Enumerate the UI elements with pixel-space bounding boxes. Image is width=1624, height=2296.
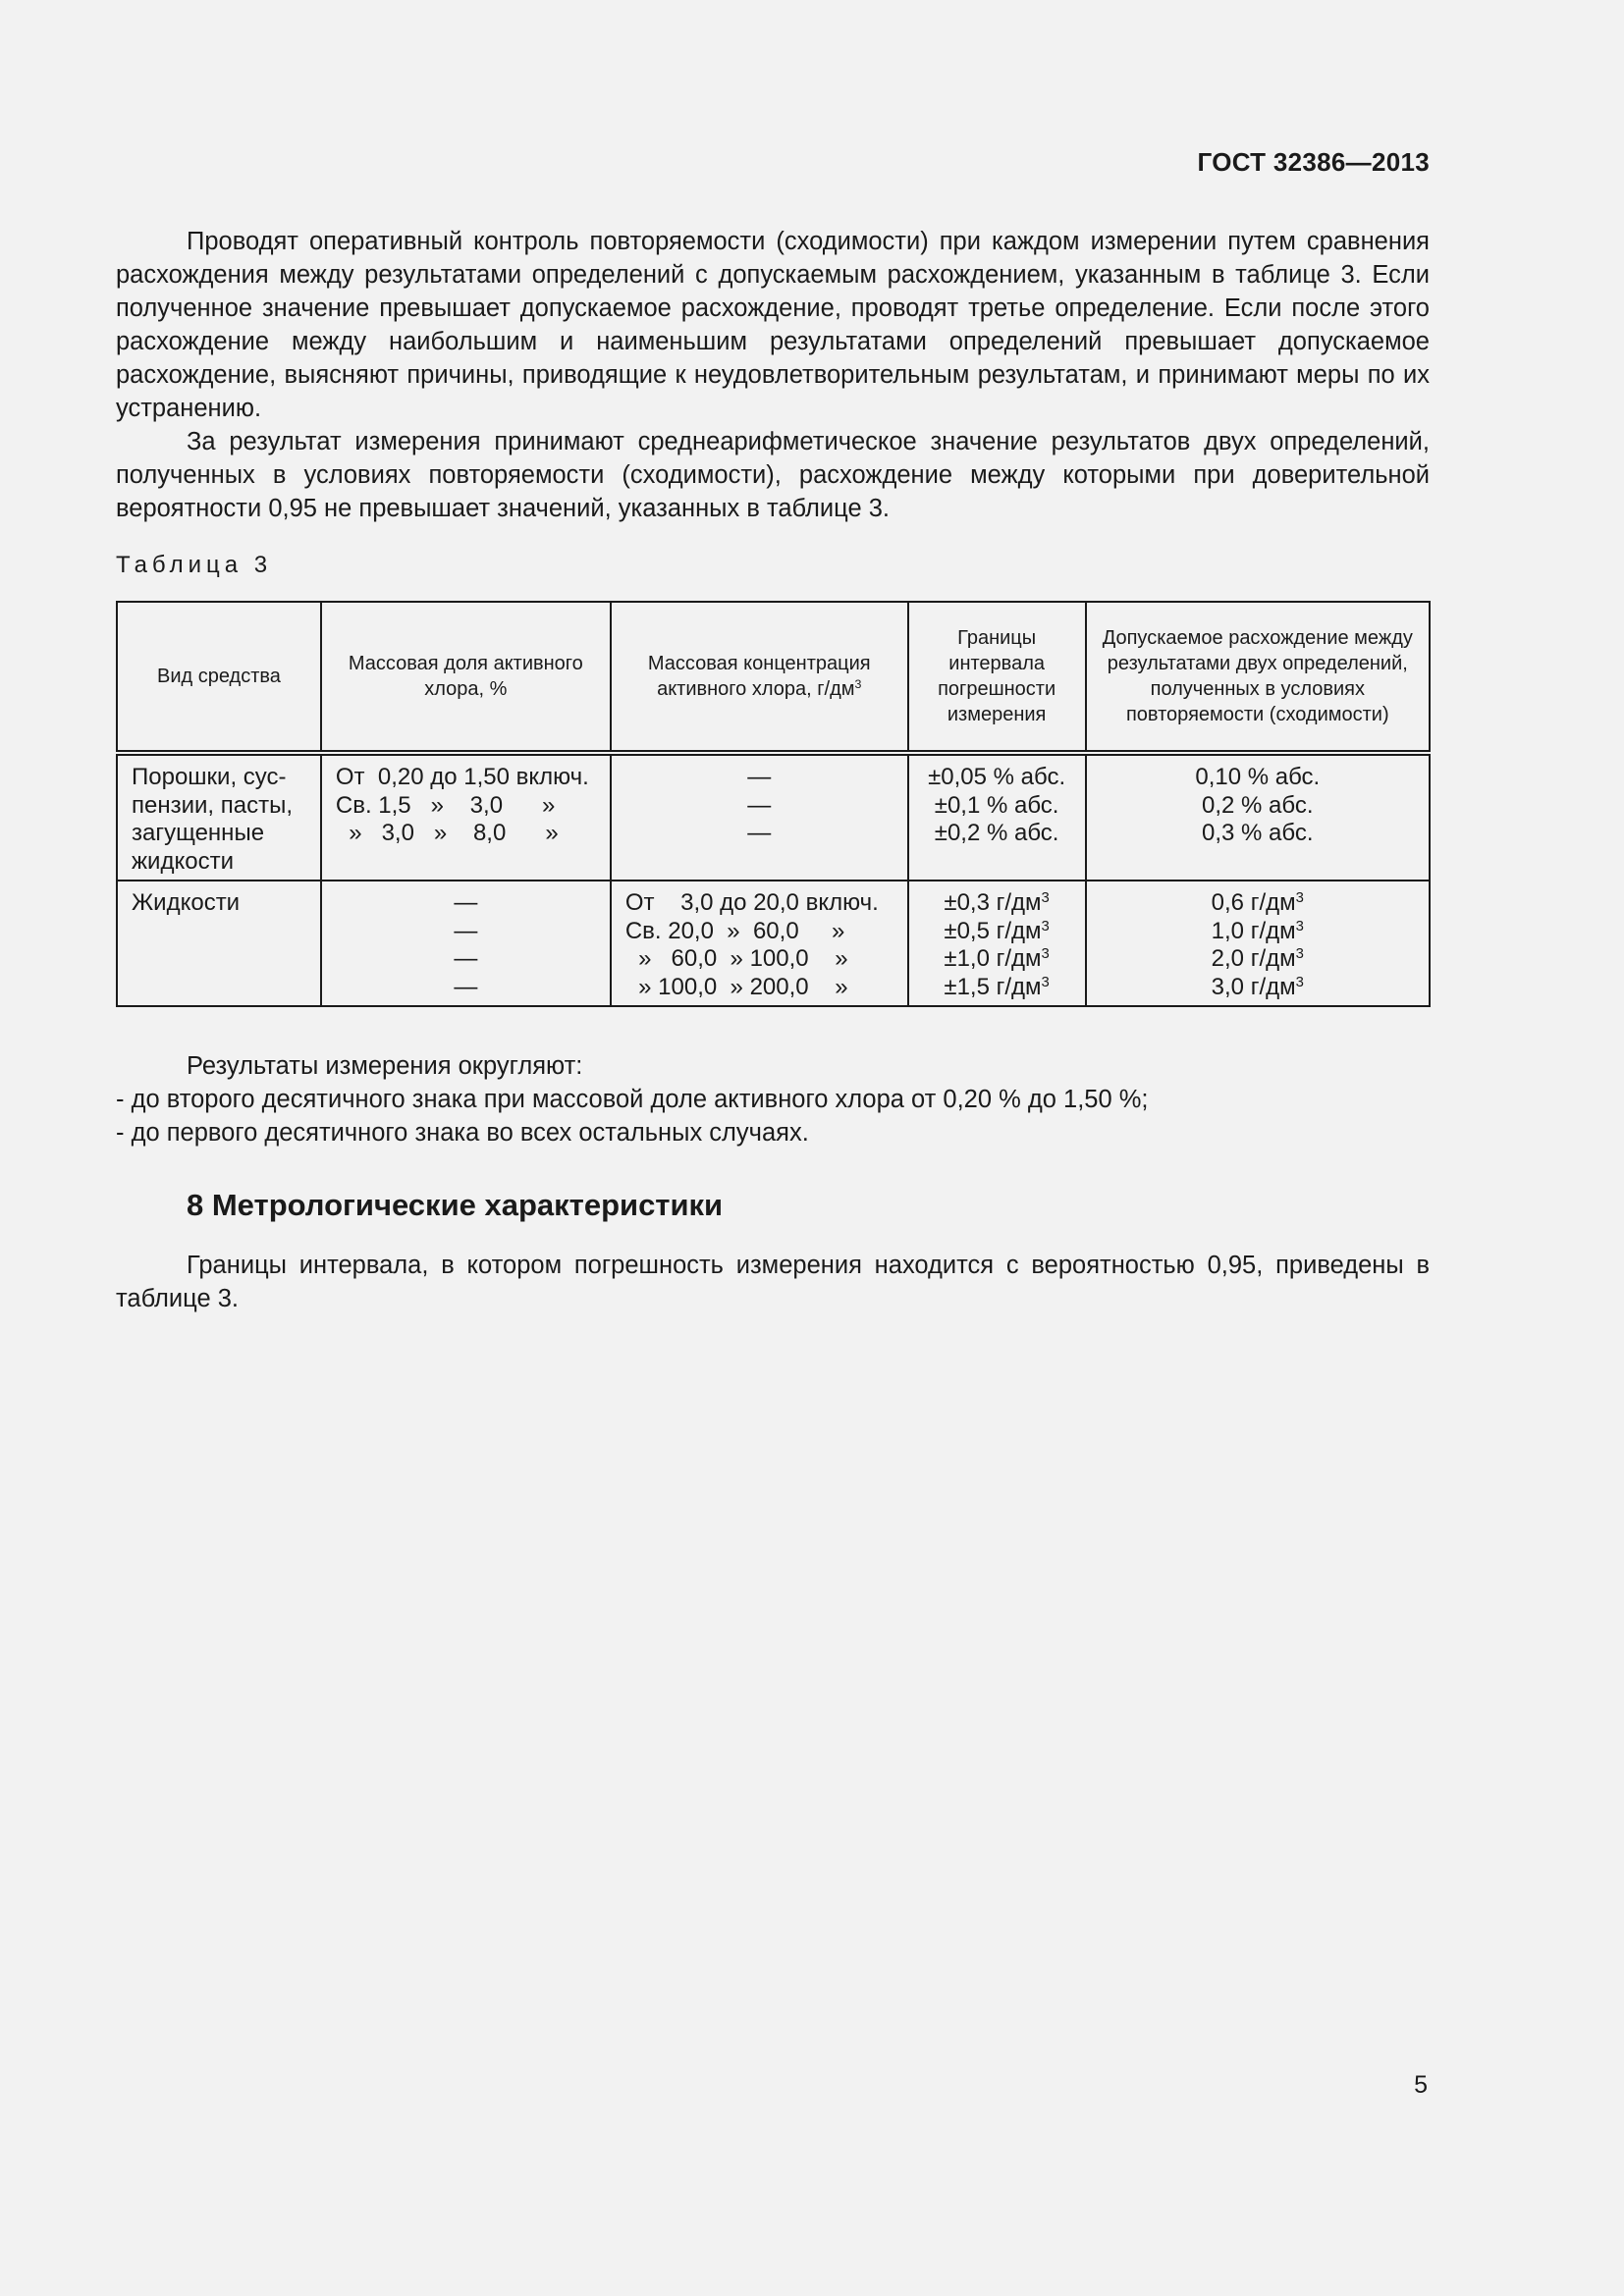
paragraph-metrology: Границы интервала, в котором погрешность измерения находится с вероятностью 0,95, приведены в таблице 3. <box>116 1252 1430 1312</box>
list-item: - до первого десятичного знака во всех остальных случаях. <box>116 1119 809 1147</box>
rounding-intro: Результаты измерения округляют: <box>187 1052 583 1080</box>
table-row <box>117 753 1430 881</box>
table-3 <box>116 601 1431 1007</box>
cell-concentration: — — — <box>611 753 908 881</box>
table-row <box>117 881 1430 1006</box>
cell-error-bounds: ±0,05 % абс. ±0,1 % абс. ±0,2 % абс. <box>908 753 1086 881</box>
header-mass-fraction: Массовая доля активного хлора, % <box>321 602 611 753</box>
table-header-row <box>117 602 1430 753</box>
rounding-rules <box>116 1049 1430 1149</box>
section-8-text <box>116 1249 1430 1315</box>
header-concentration: Массовая концентрация активного хлора, $г/дм^3$ <box>611 602 908 753</box>
cell-error-bounds: ±0,3 $г/дм^3$ ±0,5 $г/дм^3$ ±1,0 $г/дм^3$ ±1,5 $г/дм^3$ <box>908 881 1086 1006</box>
page-number: 5 <box>1414 2071 1428 2099</box>
paragraph-control: Проводят оперативный контроль повторяемости (сходимости) при каждом измерении путем сравнения расхождения между результатами определений с допускаемым расхождением, указанным в таблице 3. Если полученное значение превышает допускаемое расхождение, проводят третье определение. Если после этого расхождение между наибольшим и наименьшим результатами определений превышает допускаемое расхождение, выясняют причины, приводящие к неудовлетворительным результатам, и принимают меры по их устранению. <box>116 228 1430 422</box>
cell-concentration: От 3,0 до 20,0 включ. Св. 20,0 » 60,0 » » 60,0 » 100,0 » » 100,0 » 200,0 » <box>611 881 908 1006</box>
cell-type: Жидкости <box>117 881 321 1006</box>
intro-paragraphs <box>116 225 1430 525</box>
header-allowed-divergence: Допускаемое расхождение между результатами двух определений, полученных в условиях повторяемости (сходимости) <box>1086 602 1430 753</box>
cell-mass-fraction: — — — — <box>321 881 611 1006</box>
section-heading: 8 Метрологические характеристики <box>187 1188 724 1222</box>
cell-allowed-divergence: 0,10 % абс. 0,2 % абс. 0,3 % абс. <box>1086 753 1430 881</box>
cell-allowed-divergence: 0,6 $г/дм^3$ 1,0 $г/дм^3$ 2,0 $г/дм^3$ 3,0 $г/дм^3$ <box>1086 881 1430 1006</box>
paragraph-result: За результат измерения принимают среднеарифметическое значение результатов двух определений, полученных в условиях повторяемости (сходимости), расхождение между которыми при доверительной вероятности 0,95 не превышает значений, указанных в таблице 3. <box>116 428 1430 522</box>
list-item: - до второго десятичного знака при массовой доле активного хлора от 0,20 % до 1,50 %; <box>116 1086 1149 1113</box>
table-caption: Таблица 3 <box>116 552 273 578</box>
document-code: ГОСТ 32386—2013 <box>1197 147 1430 177</box>
header-error-bounds: Границы интервала погрешности измерения <box>908 602 1086 753</box>
cell-mass-fraction: От 0,20 до 1,50 включ. Св. 1,5 » 3,0 » » 3,0 » 8,0 » <box>321 753 611 881</box>
header-type: Вид средства <box>117 602 321 753</box>
cell-type: Порошки, сус- пензии, пасты, загущенные жидкости <box>117 753 321 881</box>
